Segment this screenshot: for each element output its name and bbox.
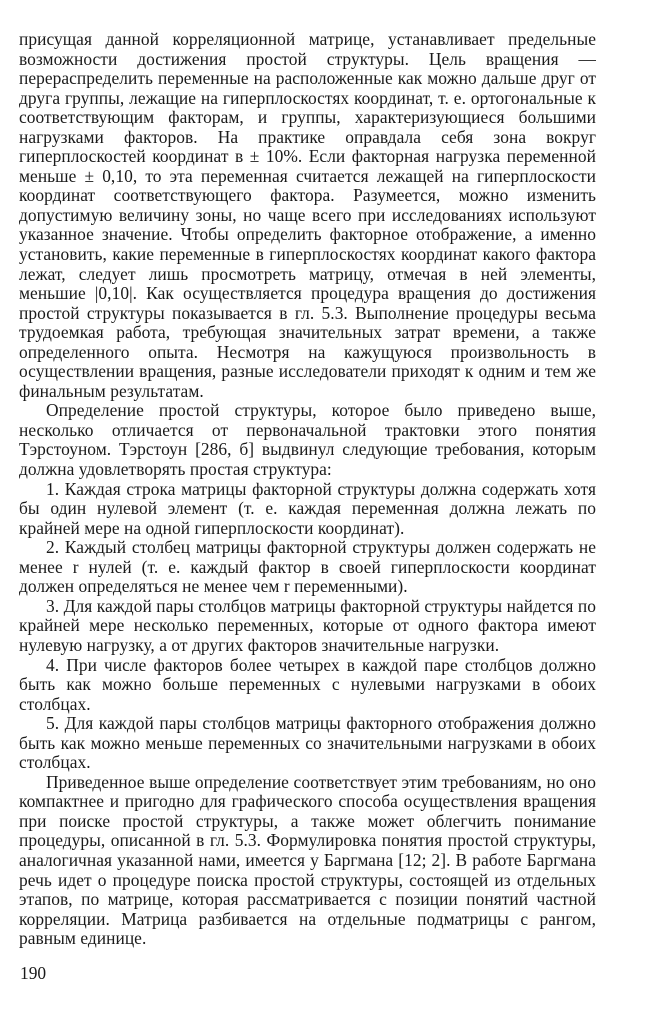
requirement-5: 5. Для каждой пары столбцов матрицы факторного отображения должно быть как можно меньше переменных со значительными нагрузками в обоих столбцах. bbox=[19, 713, 596, 773]
requirement-4: 4. При числе факторов более четырех в каждой паре столбцов должно быть как можно больше переменных с нулевыми нагрузками в обоих столбцах. bbox=[19, 654, 596, 714]
requirement-2: 2. Каждый столбец матрицы факторной структуры должен содержать не менее r нулей (т. е. каждый фактор в своей гиперплоскости координат должен определяться не менее чем r переменными). bbox=[19, 537, 596, 597]
paragraph-rotation-goal: присущая данной корреляционной матрице, устанавливает предельные возможности достижения простой структуры. Цель вращения — перераспределить переменные на расположенные как можно дальше друг от друга группы, лежащие на гиперплоскостях координат, т. е. ортогональные к соответствующим факторам, и группы, характеризующиеся большими нагрузками факторов. На практике оправдала себя зона вокруг гиперплоскостей координат в ± 10%. Если факторная нагрузка переменной меньше ± 0,10, то эта переменная считается лежащей на гиперплоскости координат соответствующего фактора. Разумеется, можно изменить допустимую величину зоны, но чаще всего при исследованиях используют указанное значение. Чтобы определить факторное отображение, а именно установить, какие переменные в гиперплоскостях координат какого фактора лежат, следует лишь просмотреть матрицу, отмечая в ней элементы, меньшие |0,10|. Как осуществляется процедура вращения до достижения простой структуры показывается в гл. 5.3. Выполнение процедуры весьма трудоемкая работа, требующая значительных затрат времени, а также определенного опыта. Несмотря на кажущуюся произвольность в осуществлении вращения, разные исследователи приходят к одним и тем же финальным результатам. bbox=[19, 29, 596, 401]
paragraph-thurstone-definition: Определение простой структуры, которое было приведено выше, несколько отличается от первоначальной трактовки этого понятия Тэрстоуном. Тэрстоун [286, б] выдвинул следующие требования, которым должна удовлетворять простая структура: bbox=[19, 400, 596, 480]
requirement-1: 1. Каждая строка матрицы факторной структуры должна содержать хотя бы один нулевой элемент (т. е. каждая переменная должна лежать по крайней мере на одной гиперплоскости координат). bbox=[19, 478, 596, 538]
page-body bbox=[19, 30, 596, 949]
paragraph-bargmann: Приведенное выше определение соответствует этим требованиям, но оно компактнее и пригодно для графического способа осуществления вращения при поиске простой структуры, а также может облегчить понимание процедуры, описанной в гл. 5.3. Формулировка понятия простой структуры, аналогичная указанной нами, имеется у Баргмана [12; 2]. В работе Баргмана речь идет о процедуре поиска простой структуры, состоящей из отдельных этапов, по матрице, которая рассматривается с позиции понятий частной корреляции. Матрица разбивается на отдельные подматрицы с рангом, равным единице. bbox=[19, 771, 596, 949]
requirement-3: 3. Для каждой пары столбцов матрицы факторной структуры найдется по крайней мере несколько переменных, которые от одного фактора имеют нулевую нагрузку, а от других факторов значительные нагрузки. bbox=[19, 595, 596, 655]
page-number: 190 bbox=[20, 963, 47, 983]
